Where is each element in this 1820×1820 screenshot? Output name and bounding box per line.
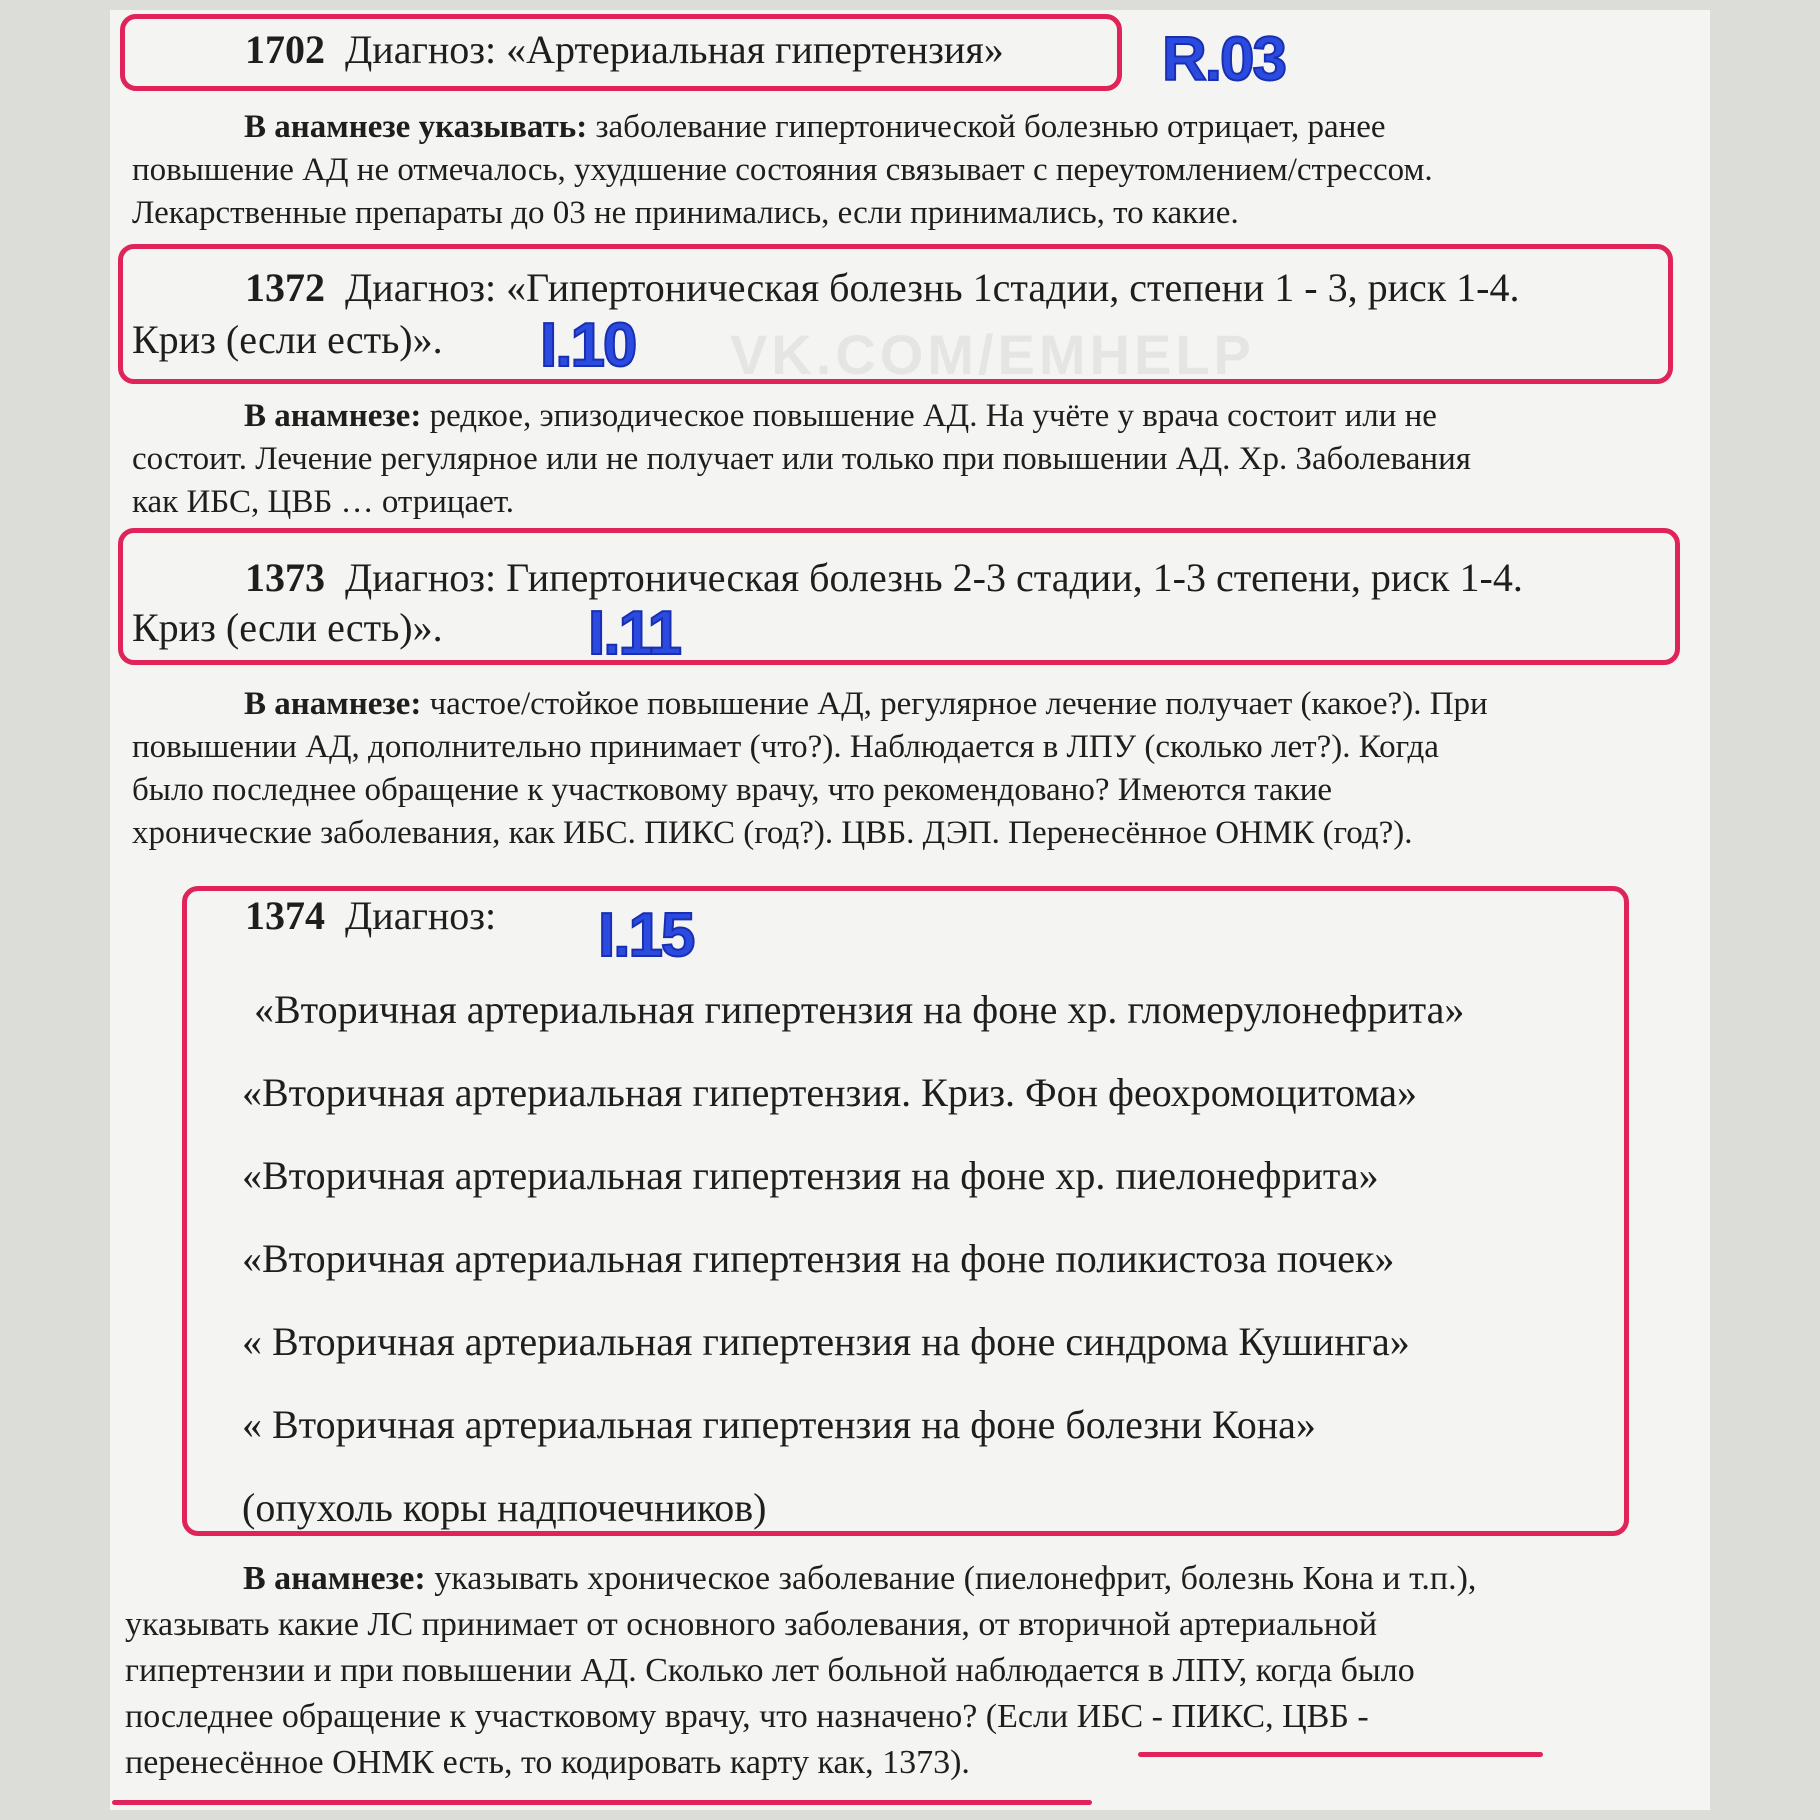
diagnosis-heading-1374: 1374 Диагноз:	[245, 893, 497, 938]
diagnosis-item: «Вторичная артериальная гипертензия на фоне хр. пиелонефрита»	[242, 1153, 1379, 1198]
anamnesis-1373: В анамнезе: частое/стойкое повышение АД, регулярное лечение получает (какое?). При повышении АД, дополнительно принимает (что?). Наблюдается в ЛПУ (сколько лет?). Когда было последнее обращение к участковому врачу, что рекомендовано? Имеются такие хронические заболевания, как ИБС. ПИКС (год?). ЦВБ. ДЭП. Перенесённое ОНМК (год?).	[132, 686, 1488, 851]
diagnosis-heading-1372: 1372 Диагноз: «Гипертоническая болезнь 1стадии, степени 1 - 3, риск 1-4.	[245, 265, 1520, 310]
diagnosis-item: «Вторичная артериальная гипертензия на фоне хр. гломерулонефрита»	[254, 987, 1465, 1032]
diagnosis-item: (опухоль коры надпочечников)	[242, 1485, 767, 1530]
anamnesis-1702: В анамнезе указывать: заболевание гипертонической болезнью отрицает, ранее повышение АД не отмечалось, ухудшение состояния связывает с переутомлением/стрессом. Лекарственные препараты до 03 не принимались, если принимались, то какие.	[132, 109, 1433, 231]
diagnosis-heading-1373-line2: Криз (если есть)».	[132, 605, 443, 650]
icd-code-i11: I.11	[588, 599, 680, 668]
diagnosis-item: «Вторичная артериальная гипертензия на фоне поликистоза почек»	[242, 1236, 1395, 1281]
underline-mark-1	[1138, 1752, 1543, 1757]
watermark: VK.COM/EMHELP	[730, 323, 1255, 386]
diagnosis-item: « Вторичная артериальная гипертензия на фоне синдрома Кушинга»	[242, 1319, 1410, 1364]
icd-code-i15: I.15	[598, 901, 694, 970]
diagnosis-item: « Вторичная артериальная гипертензия на фоне болезни Кона»	[242, 1402, 1316, 1447]
icd-code-i10: I.10	[540, 311, 636, 380]
diagnosis-heading-1372-line2: Криз (если есть)».	[132, 317, 443, 362]
anamnesis-1372: В анамнезе: редкое, эпизодическое повышение АД. На учёте у врача состоит или не состоит. Лечение регулярное или не получает или только при повышении АД. Хр. Заболевания как ИБС, ЦВБ … отрицает.	[132, 398, 1471, 520]
anamnesis-1374: В анамнезе: указывать хроническое заболевание (пиелонефрит, болезнь Кона и т.п.), указывать какие ЛС принимает от основного заболевания, от вторичной артериальной гипертензии и при повышении АД. Сколько лет больной наблюдается в ЛПУ, когда было последнее обращение к участковому врачу, что назначено? (Если ИБС - ПИКС, ЦВБ - перенесённое ОНМК есть, то кодировать карту как, 1373).	[125, 1560, 1477, 1781]
underline-mark-2	[112, 1800, 1092, 1805]
diagnosis-list-1374	[242, 968, 1464, 1549]
diagnosis-item: «Вторичная артериальная гипертензия. Криз. Фон феохромоцитома»	[242, 1070, 1418, 1115]
diagnosis-heading-1702: 1702 Диагноз: «Артериальная гипертензия»	[245, 27, 1004, 72]
diagnosis-heading-1373: 1373 Диагноз: Гипертоническая болезнь 2-3 стадии, 1-3 степени, риск 1-4.	[245, 555, 1523, 600]
icd-code-r03: R.03	[1162, 25, 1285, 94]
